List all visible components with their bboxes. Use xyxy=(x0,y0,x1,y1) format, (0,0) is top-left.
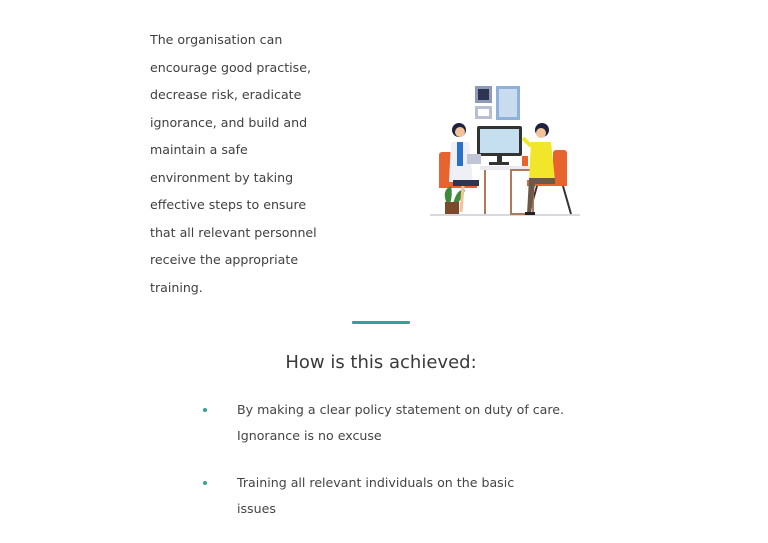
intro-line: decrease risk, eradicate xyxy=(150,87,302,102)
intro-line: environment by taking xyxy=(150,169,294,185)
achievement-list xyxy=(200,397,580,543)
intro-line: maintain a safe xyxy=(150,142,248,157)
list-item xyxy=(200,470,537,522)
intro-line: effective steps to ensure xyxy=(150,197,307,212)
intro-line: receive the appropriate xyxy=(150,252,299,267)
intro-line: The organisation can xyxy=(150,32,283,47)
doctor-patient-consultation-illustration xyxy=(425,82,585,222)
bullet-icon xyxy=(203,481,207,485)
list-item xyxy=(200,397,580,449)
section-heading: How is this achieved: xyxy=(285,352,477,373)
section-divider xyxy=(352,321,410,324)
intro-line: that all relevant personnel xyxy=(150,224,317,240)
list-item-text: By making a clear policy statement on duty of care. Ignorance is no excuse xyxy=(237,402,565,443)
intro-line: training. xyxy=(150,279,203,295)
intro-line: encourage good practise, xyxy=(150,59,311,75)
bullet-icon xyxy=(203,408,207,412)
intro-line: ignorance, and build and xyxy=(150,114,308,130)
list-item-text: Training all relevant individuals on the basic issues xyxy=(237,475,515,516)
intro-paragraph xyxy=(150,26,317,301)
